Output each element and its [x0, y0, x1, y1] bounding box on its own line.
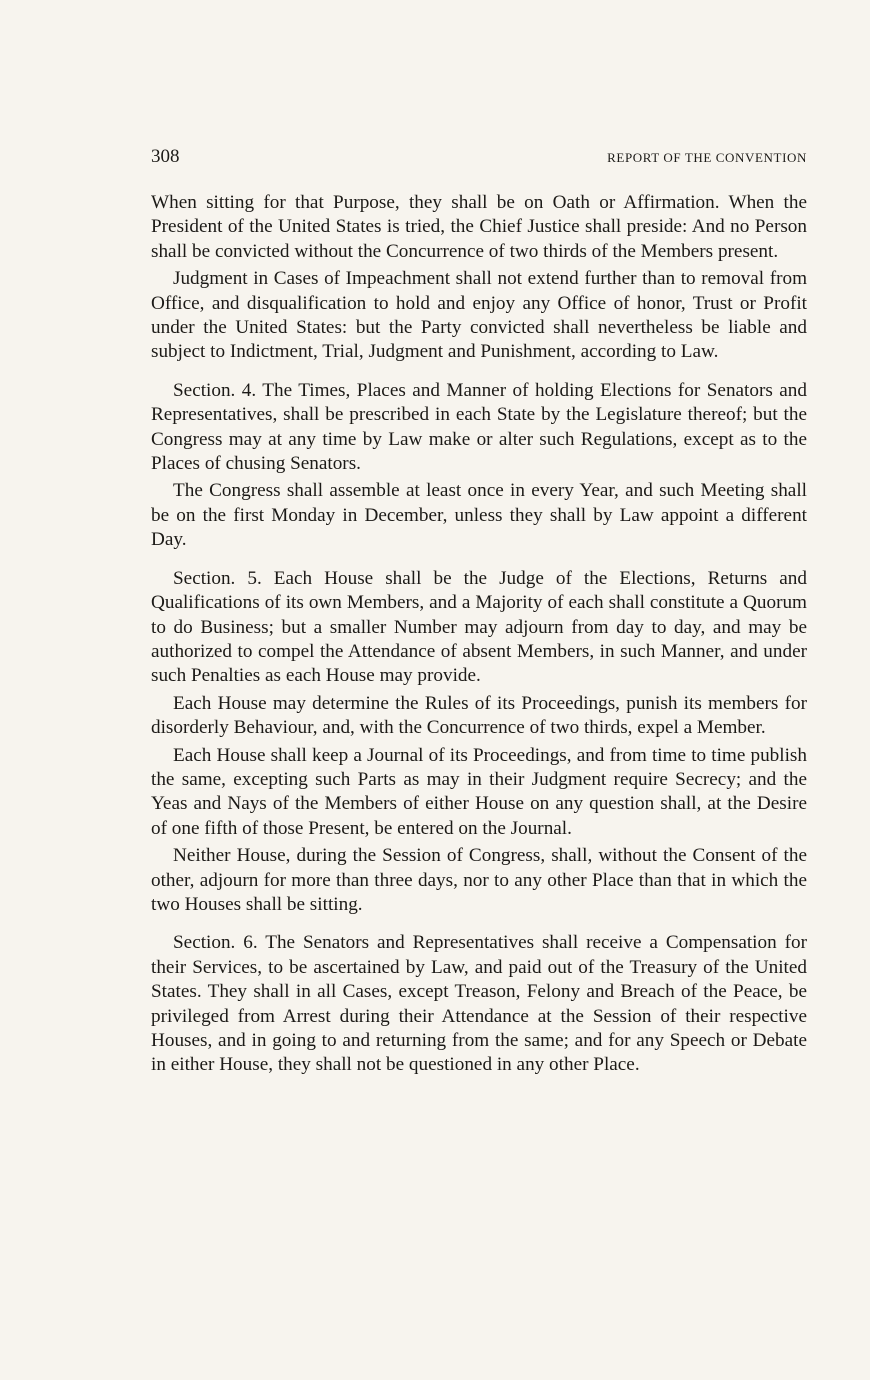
paragraph-adjournment: Neither House, during the Session of Congress, shall, without the Consent of the other, adjourn for more than three days, nor to any other Place than that in which the two Houses shall be sitting. — [151, 845, 807, 915]
paragraph-house-rules: Each House may determine the Rules of its Proceedings, punish its members for disorderly Behaviour, and, with the Concurrence of two thirds, expel a Member. — [151, 692, 807, 739]
page-header — [151, 146, 807, 174]
page-number: 308 — [151, 146, 180, 167]
running-head: REPORT OF THE CONVENTION — [607, 150, 807, 165]
paragraph-section-5: Section. 5. Each House shall be the Judge of the Elections, Returns and Qualifications of its own Members, and a Majority of each shall constitute a Quorum to do Business; but a smaller Number may adjourn from day to day, and may be authorized to compel the Attendance of absent Members, in such Manner, and under such Penalties as each House may provide. — [151, 567, 807, 687]
paragraph-section-4: Section. 4. The Times, Places and Manner of holding Elections for Senators and Representatives, shall be prescribed in each State by the Legislature thereof; but the Congress may at any time by Law make or alter such Regulations, except as to the Places of chusing Senators. — [151, 379, 807, 475]
paragraph-oath-affirmation: When sitting for that Purpose, they shall be on Oath or Affirmation. When the President of the United States is tried, the Chief Justice shall preside: And no Person shall be convicted without the Concurrence of two thirds of the Members present. — [151, 192, 807, 262]
paragraph-judgment-impeachment: Judgment in Cases of Impeachment shall not extend further than to removal from Office, and disqualification to hold and enjoy any Office of honor, Trust or Profit under the United States: but the Party convicted shall nevertheless be liable and subject to Indictment, Trial, Judgment and Punishment, according to Law. — [151, 268, 807, 363]
paragraph-section-6: Section. 6. The Senators and Representatives shall receive a Compensation for their Services, to be ascertained by Law, and paid out of the Treasury of the United States. They shall in all Cases, except Treason, Felony and Breach of the Peace, be privileged from Arrest during their Attendance at the Session of their respective Houses, and in going to and returning from the same; and for any Speech or Debate in either House, they shall not be questioned in any other Place. — [151, 932, 807, 1076]
paragraph-house-journal: Each House shall keep a Journal of its Proceedings, and from time to time publish the same, excepting such Parts as may in their Judgment require Secrecy; and the Yeas and Nays of the Members of either House on any question shall, at the Desire of one fifth of those Present, be entered on the Journal. — [151, 744, 807, 839]
paragraph-congress-assemble: The Congress shall assemble at least once in every Year, and such Meeting shall be on the first Monday in December, unless they shall by Law appoint a different Day. — [151, 480, 807, 551]
body-text — [151, 191, 807, 1078]
